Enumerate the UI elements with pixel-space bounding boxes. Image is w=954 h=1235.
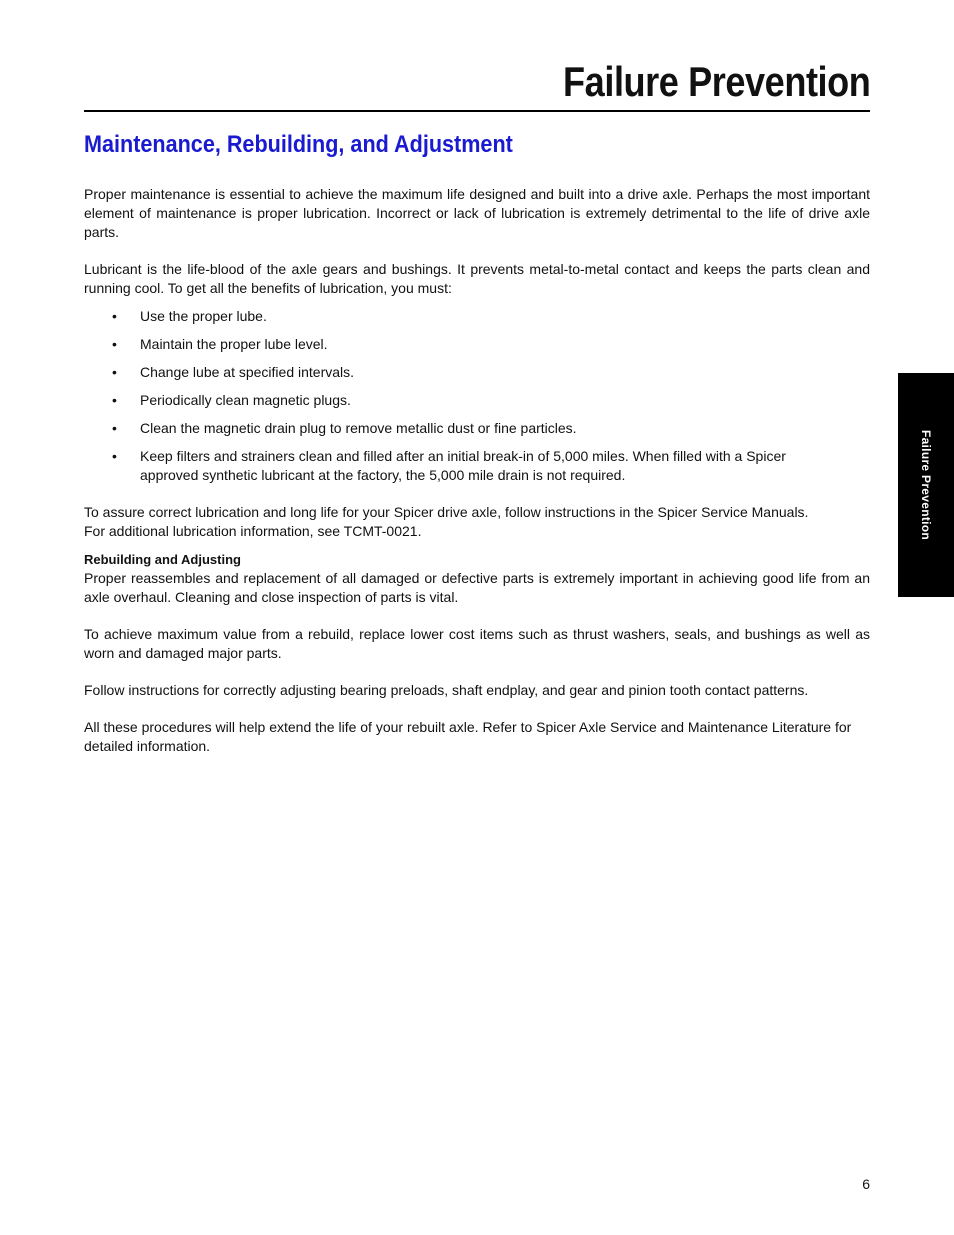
list-item-text: Periodically clean magnetic plugs.: [140, 392, 351, 408]
list-item: [84, 391, 870, 410]
list-item: [84, 419, 870, 438]
paragraph-rebuild-value: To achieve maximum value from a rebuild, replace lower cost items such as thrust washers, seals, and bushings as well as worn and damaged major parts.: [84, 626, 870, 661]
paragraph-maintenance: Proper maintenance is essential to achieve the maximum life designed and built into a drive axle. Perhaps the most important element of maintenance is proper lubrication. Incorrect or lack of lubrication is extremely detrimental to the life of drive axle parts.: [84, 186, 870, 240]
paragraph-lubricant: Lubricant is the life-blood of the axle gears and bushings. It prevents metal-to-metal contact and keeps the parts clean and running cool. To get all the benefits of lubrication, you must:: [84, 261, 870, 296]
service-manuals-text: To assure correct lubrication and long life for your Spicer drive axle, follow instructions in the Spicer Service Manuals.: [84, 504, 809, 520]
bullet-icon: •: [112, 392, 117, 408]
bullet-icon: •: [112, 336, 117, 352]
bullet-icon: •: [112, 308, 117, 324]
list-item: [84, 363, 870, 382]
list-item-text: Use the proper lube.: [140, 308, 267, 324]
lubrication-list: [84, 307, 870, 485]
list-item: [84, 335, 870, 354]
paragraph-adjusting: Follow instructions for correctly adjusting bearing preloads, shaft endplay, and gear and pinion tooth contact patterns.: [84, 682, 809, 698]
list-item-text: Change lube at specified intervals.: [140, 364, 355, 380]
list-item-text: Maintain the proper lube level.: [140, 336, 328, 352]
main-content: [84, 185, 870, 756]
side-tab-label: Failure Prevention: [919, 429, 933, 541]
list-item: [84, 307, 870, 326]
bullet-icon: •: [112, 420, 117, 436]
section-heading: Maintenance, Rebuilding, and Adjustment: [84, 131, 513, 158]
list-item: [84, 447, 870, 485]
list-item-text: Clean the magnetic drain plug to remove metallic dust or fine particles.: [140, 420, 577, 436]
bullet-icon: •: [112, 448, 117, 464]
subheading-rebuilding: Rebuilding and Adjusting: [84, 552, 241, 567]
page-number: 6: [862, 1176, 870, 1192]
list-item-text: Keep filters and strainers clean and filled after an initial break-in of 5,000 miles. When filled with a Spicer approved synthetic lubricant at the factory, the 5,000 mile drain is not required.: [140, 448, 786, 483]
lubrication-reference-text: For additional lubrication information, see TCMT-0021.: [84, 523, 422, 539]
title-divider: [84, 110, 870, 112]
paragraph-service-manuals: [84, 503, 870, 541]
page-title: Failure Prevention: [562, 58, 870, 105]
paragraph-procedures: All these procedures will help extend the life of your rebuilt axle. Refer to Spicer Axle Service and Maintenance Literature for detailed information.: [84, 719, 852, 754]
bullet-icon: •: [112, 364, 117, 380]
side-tab: [898, 373, 954, 597]
paragraph-reassembly: Proper reassembles and replacement of all damaged or defective parts is extremely important in achieving good life from an axle overhaul. Cleaning and close inspection of parts is vital.: [84, 570, 870, 605]
